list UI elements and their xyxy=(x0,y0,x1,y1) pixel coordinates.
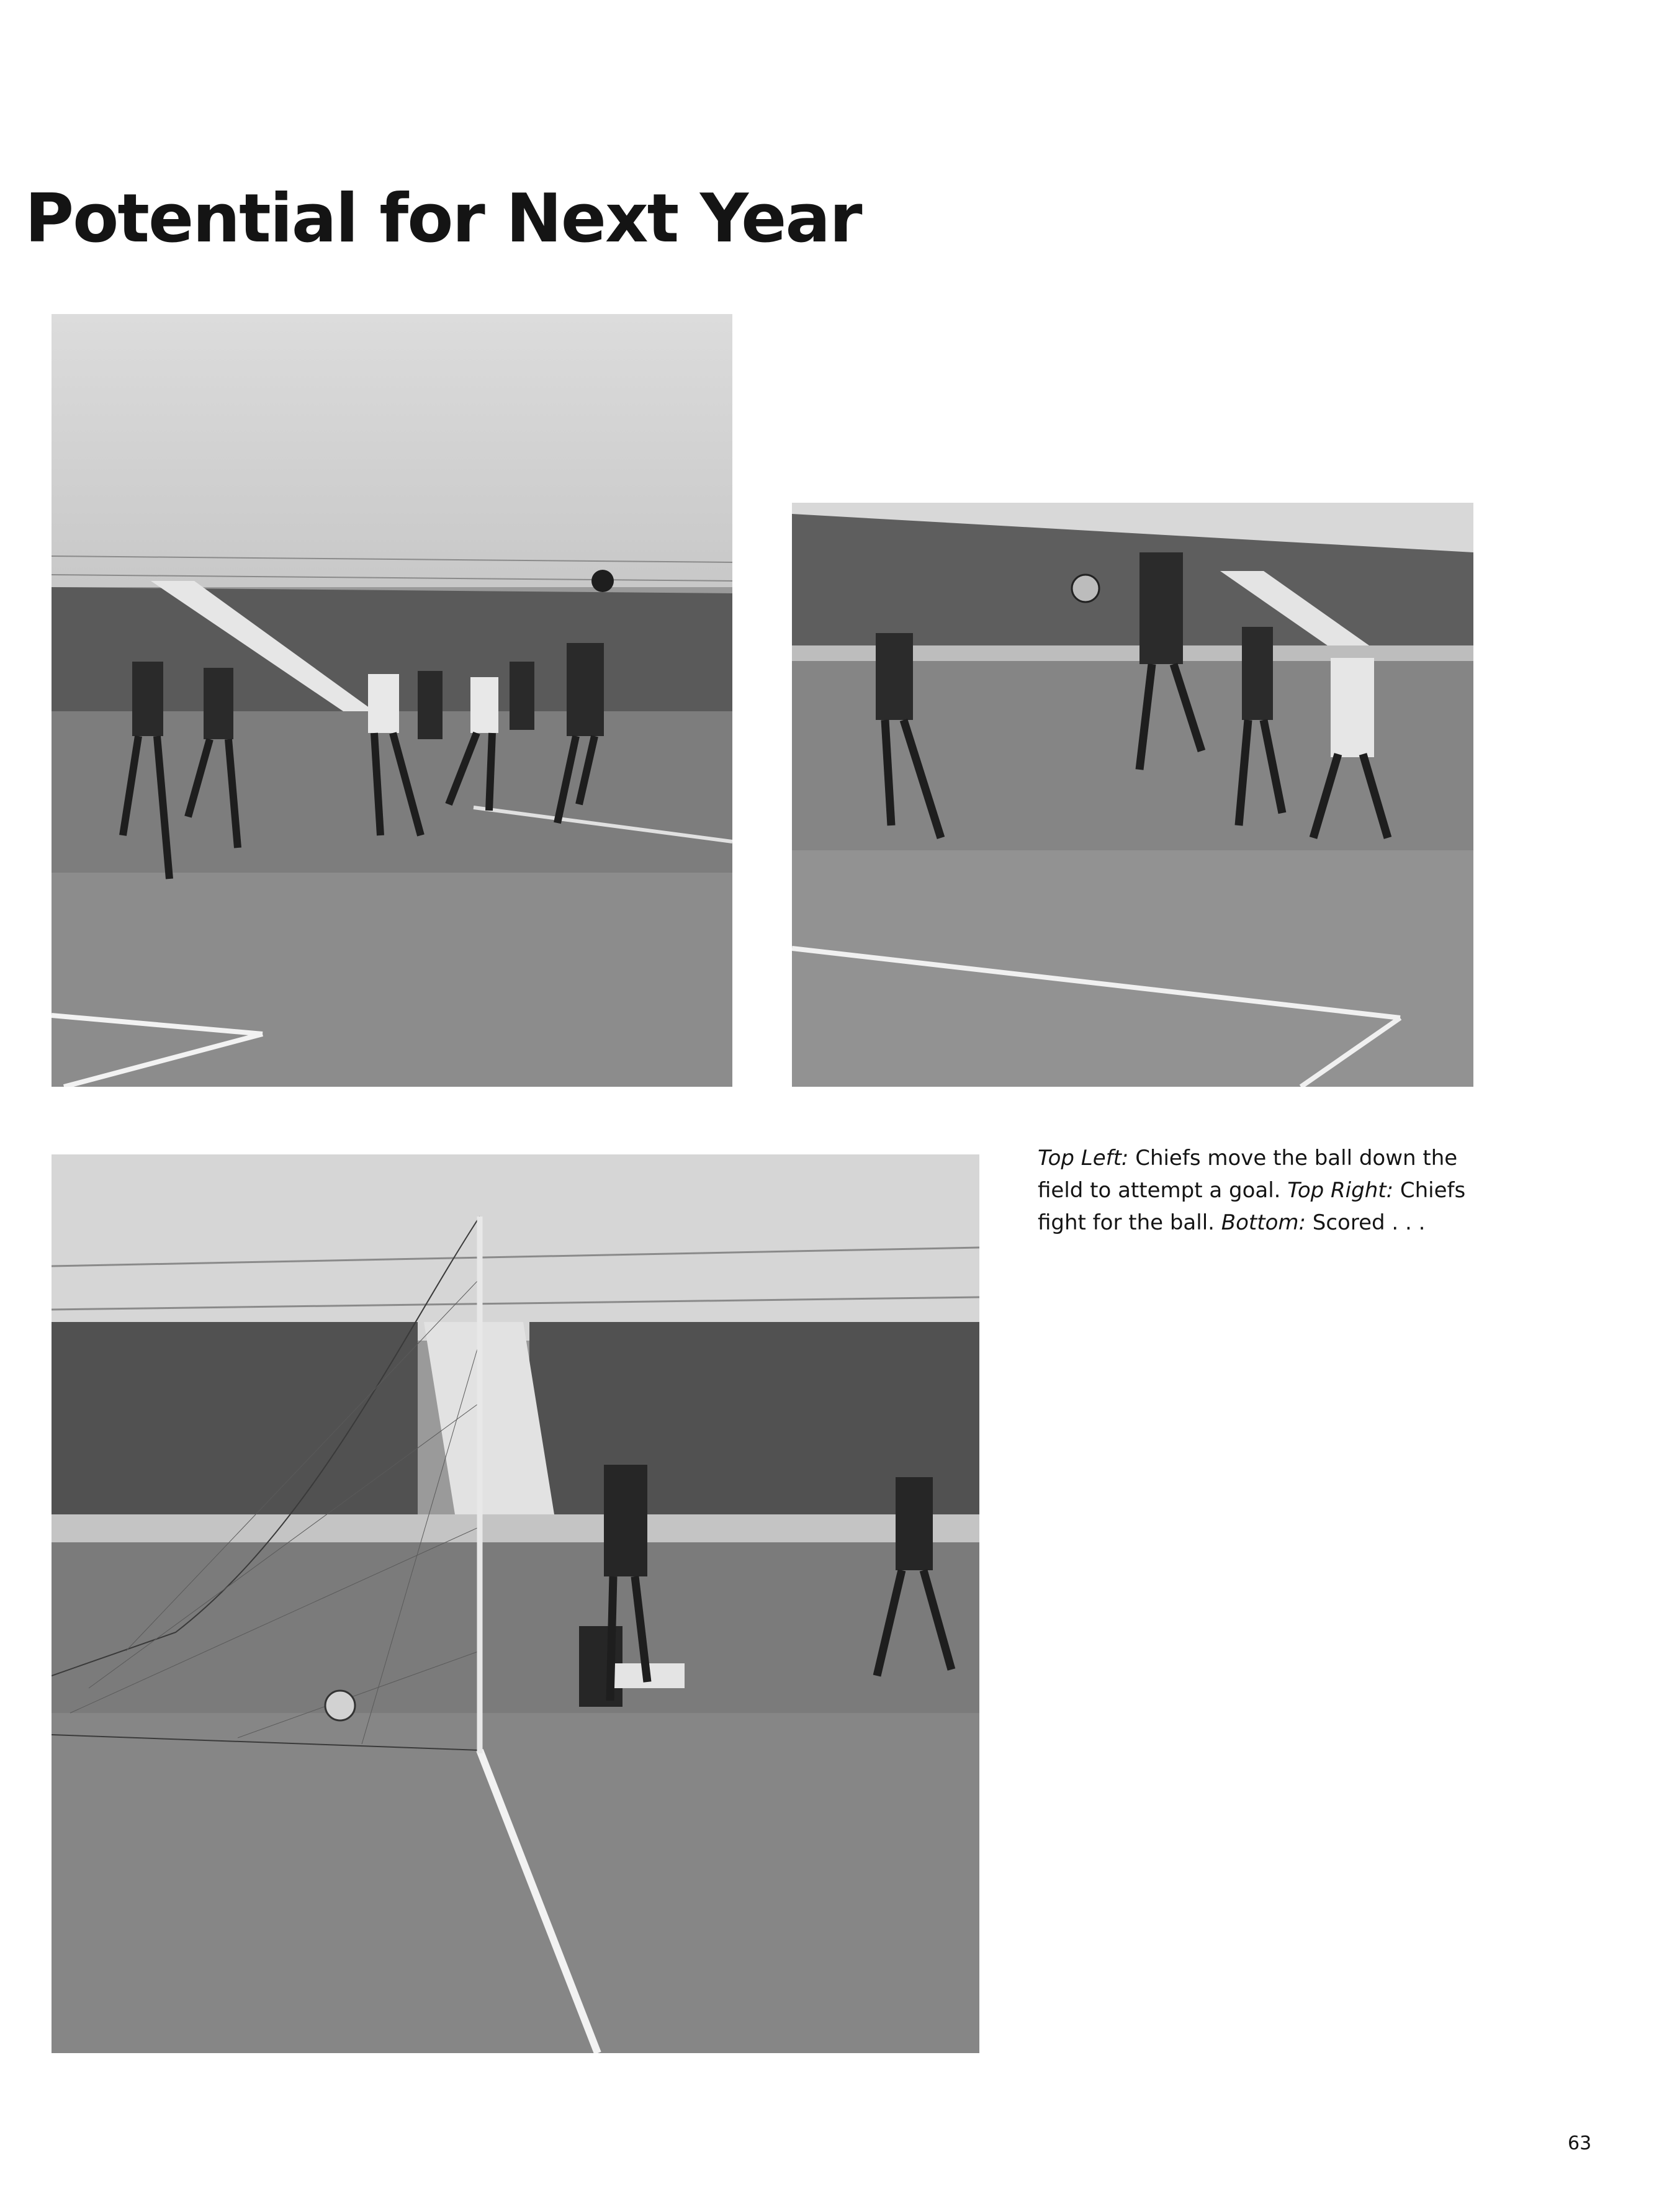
photo-top-right xyxy=(792,503,1473,1087)
page-number: 63 xyxy=(1568,2133,1592,2154)
caption-text-bottom: Scored . . . xyxy=(1305,1210,1426,1235)
caption-text-top-right: Chiefs fight for the ball. xyxy=(1038,1178,1466,1235)
caption-label-bottom: Bottom: xyxy=(1221,1210,1306,1235)
photo-top-left xyxy=(52,314,732,1087)
page-headline: Potential for Next Year xyxy=(25,180,861,258)
caption-text-top-left: Chiefs move the ball down the field to attempt a goal. xyxy=(1038,1146,1458,1203)
caption-label-top-left: Top Left: xyxy=(1038,1146,1129,1171)
caption-label-top-right: Top Right: xyxy=(1287,1178,1394,1203)
photo-caption xyxy=(1038,1142,1472,1239)
photo-bottom xyxy=(52,1154,979,2053)
